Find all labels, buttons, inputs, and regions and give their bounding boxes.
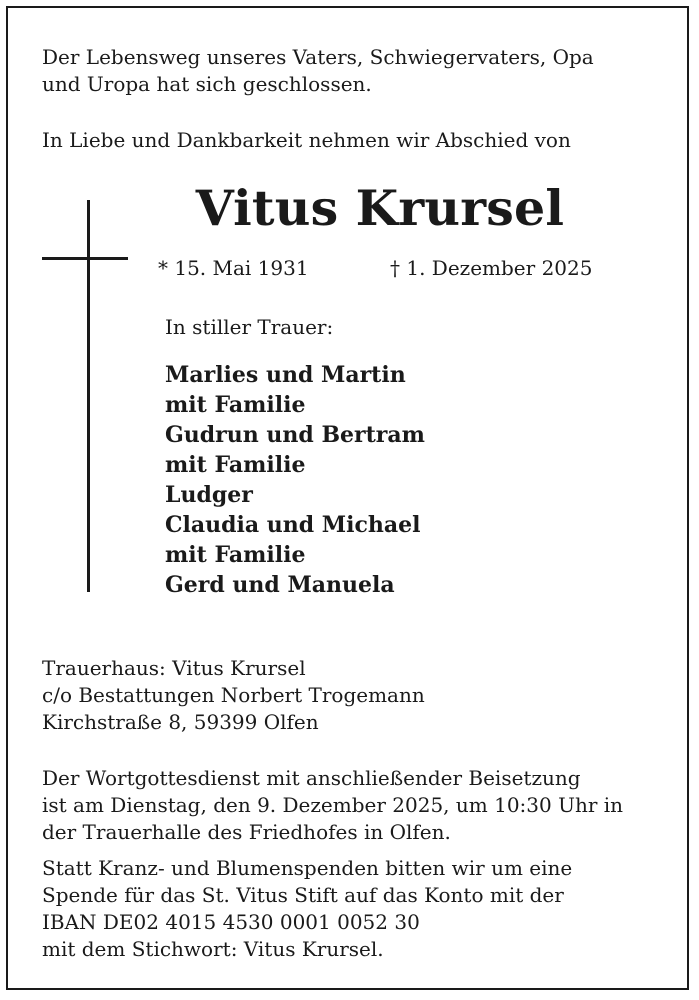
donation-line: Spende für das St. Vitus Stift auf das Konto mit der bbox=[42, 883, 564, 907]
service-line: der Trauerhalle des Friedhofes in Olfen. bbox=[42, 820, 451, 844]
family-member: mit Familie bbox=[165, 542, 306, 568]
donation-iban: IBAN DE02 4015 4530 0001 0052 30 bbox=[42, 910, 420, 934]
family-member: Gudrun und Bertram bbox=[165, 422, 425, 448]
family-member: Gerd und Manuela bbox=[165, 572, 395, 598]
mourning-house-address bbox=[42, 655, 425, 736]
intro-text bbox=[42, 44, 594, 98]
deceased-name bbox=[0, 178, 699, 238]
donation-line: Statt Kranz- und Blumenspenden bitten wir um eine bbox=[42, 856, 573, 880]
birth-date: * 15. Mai 1931 bbox=[158, 256, 309, 280]
service-line: Der Wortgottesdienst mit anschließender Beisetzung bbox=[42, 766, 581, 790]
address-line: Trauerhaus: Vitus Krursel bbox=[42, 656, 306, 680]
donation-line: mit dem Stichwort: Vitus Krursel. bbox=[42, 937, 384, 961]
address-line: Kirchstraße 8, 59399 Olfen bbox=[42, 710, 319, 734]
address-line: c/o Bestattungen Norbert Trogemann bbox=[42, 683, 425, 707]
family-member: mit Familie bbox=[165, 392, 306, 418]
family-member: Ludger bbox=[165, 482, 253, 508]
family-member: mit Familie bbox=[165, 452, 306, 478]
family-list bbox=[165, 360, 425, 600]
service-line: ist am Dienstag, den 9. Dezember 2025, um 10:30 Uhr in bbox=[42, 793, 624, 817]
deceased-name-text: Vitus Krursel bbox=[195, 179, 565, 237]
family-member: Marlies und Martin bbox=[165, 362, 406, 388]
service-info bbox=[42, 765, 623, 846]
intro-line: Der Lebensweg unseres Vaters, Schwiegervaters, Opa bbox=[42, 45, 594, 69]
farewell-text: In Liebe und Dankbarkeit nehmen wir Abschied von bbox=[42, 128, 571, 152]
death-date: † 1. Dezember 2025 bbox=[390, 256, 593, 280]
mourning-label: In stiller Trauer: bbox=[165, 315, 334, 339]
donation-info bbox=[42, 855, 572, 963]
cross-icon-bar bbox=[42, 257, 128, 260]
intro-line: und Uropa hat sich geschlossen. bbox=[42, 72, 372, 96]
family-member: Claudia und Michael bbox=[165, 512, 421, 538]
